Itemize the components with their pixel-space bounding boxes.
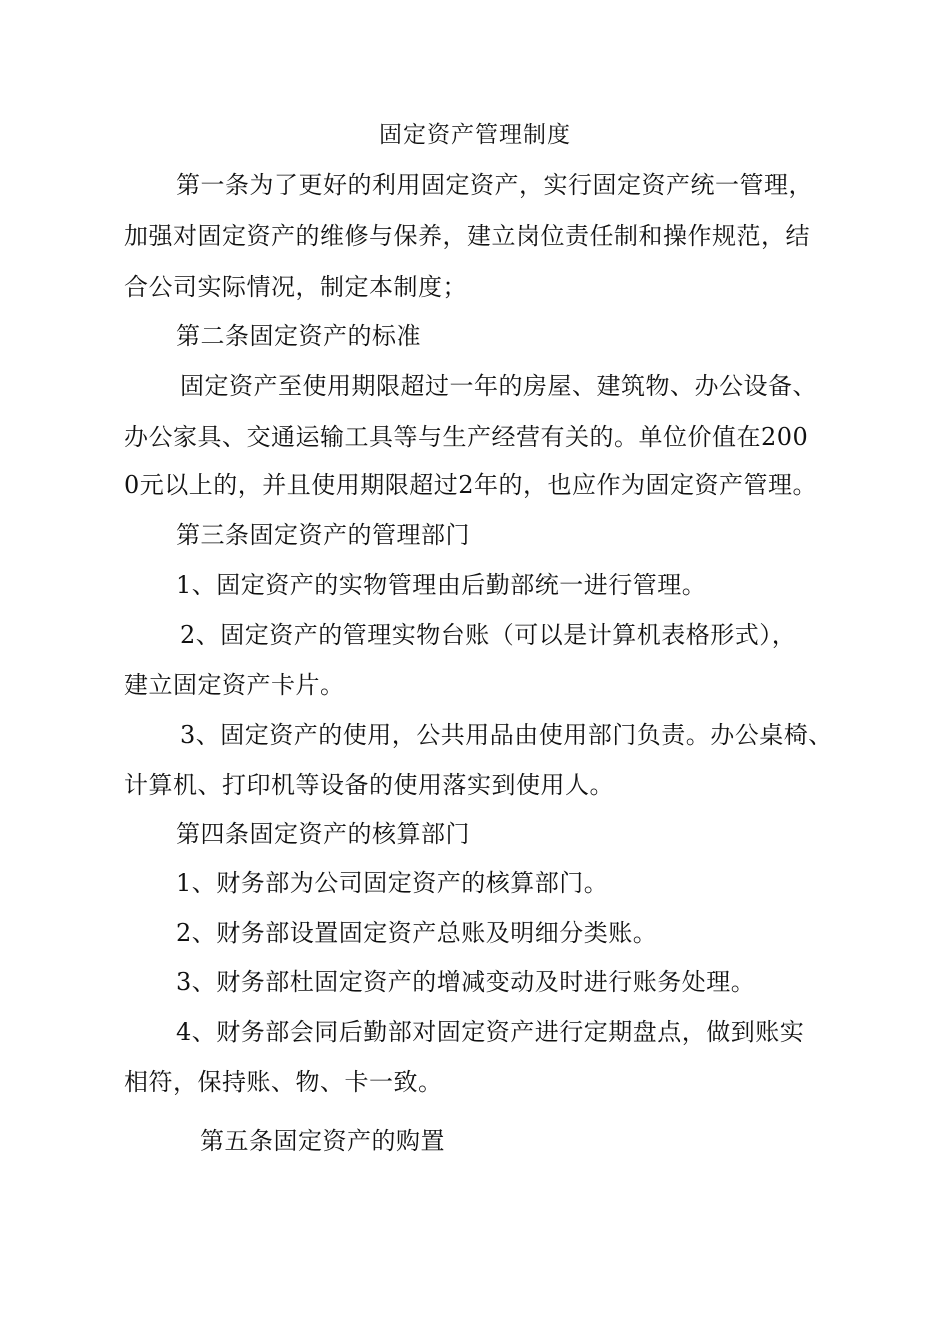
section-heading: 第二条固定资产的标准 xyxy=(176,322,421,350)
paragraph-line: 4、财务部会同后勤部对固定资产进行定期盘点，做到账实 xyxy=(176,1018,805,1046)
document-title: 固定资产管理制度 xyxy=(379,122,571,148)
paragraph-line: 合公司实际情况，制定本制度； xyxy=(124,273,467,301)
paragraph-line: 1、财务部为公司固定资产的核算部门。 xyxy=(176,869,609,897)
section-heading: 第四条固定资产的核算部门 xyxy=(176,820,470,848)
paragraph-line: 0元以上的，并且使用期限超过2年的，也应作为固定资产管理。 xyxy=(124,471,818,499)
section-heading: 第三条固定资产的管理部门 xyxy=(176,521,470,549)
paragraph-line: 加强对固定资产的维修与保养，建立岗位责任制和操作规范，结 xyxy=(124,222,810,250)
paragraph-line: 第一条为了更好的利用固定资产，实行固定资产统一管理， xyxy=(176,171,813,199)
paragraph-line: 计算机、打印机等设备的使用落实到使用人。 xyxy=(124,771,614,799)
paragraph-line: 办公家具、交通运输工具等与生产经营有关的。单位价值在200 xyxy=(124,423,809,451)
paragraph-line: 2、固定资产的管理实物台账（可以是计算机表格形式）， xyxy=(180,621,797,649)
paragraph-line: 3、固定资产的使用，公共用品由使用部门负责。办公桌椅、 xyxy=(180,721,833,749)
section-heading: 第五条固定资产的购置 xyxy=(200,1127,445,1155)
paragraph-line: 1、固定资产的实物管理由后勤部统一进行管理。 xyxy=(176,571,707,599)
paragraph-line: 建立固定资产卡片。 xyxy=(124,671,345,699)
paragraph-line: 3、财务部杜固定资产的增减变动及时进行账务处理。 xyxy=(176,968,756,996)
paragraph-line: 2、财务部设置固定资产总账及明细分类账。 xyxy=(176,919,658,947)
paragraph-line: 相符，保持账、物、卡一致。 xyxy=(124,1068,443,1096)
paragraph-line: 固定资产至使用期限超过一年的房屋、建筑物、办公设备、 xyxy=(180,372,817,400)
